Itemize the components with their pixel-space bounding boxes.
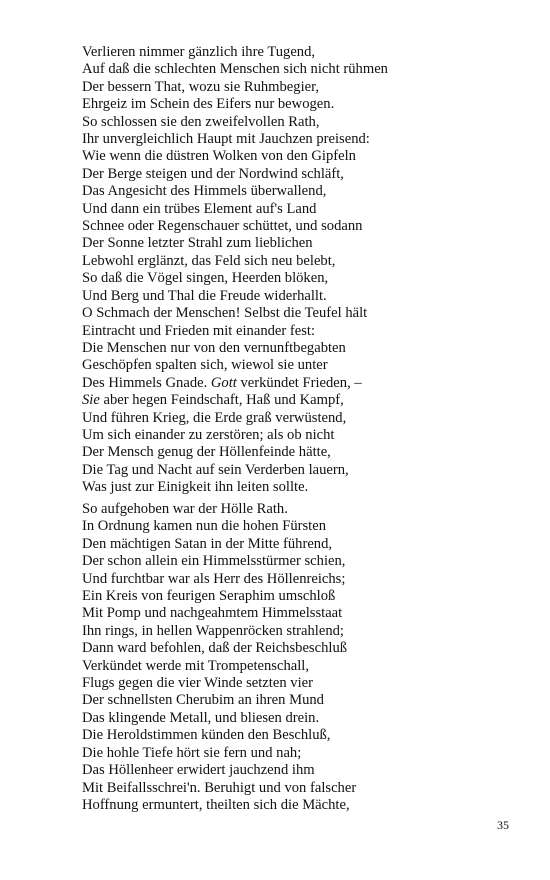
verse-line: Was just zur Einigkeit ihn leiten sollte. [82, 479, 309, 496]
verse-line: Die Menschen nur von den vernunftbegabten [82, 339, 346, 356]
verse-line: Mit Beifallsschrei'n. Beruhigt und von falscher [82, 779, 357, 796]
verse-line: So daß die Vögel singen, Heerden blöken, [82, 270, 329, 287]
verse-line: Der Mensch genug der Höllenfeinde hätte, [82, 444, 331, 461]
verse-line: Die Tag und Nacht auf sein Verderben lauern, [82, 461, 349, 478]
verse-line: Und führen Krieg, die Erde graß verwüstend, [82, 409, 347, 426]
verse-line: Der Sonne letzter Strahl zum lieblichen [82, 235, 313, 252]
verse-line: Verlieren nimmer gänzlich ihre Tugend, [82, 44, 316, 60]
verse-line: Eintracht und Frieden mit einander fest: [82, 322, 316, 339]
verse-line: Ehrgeiz im Schein des Eifers nur bewogen. [82, 96, 335, 113]
page-number: 35 [497, 818, 509, 832]
italic-word: Sie [82, 392, 100, 409]
verse-line: Die hohle Tiefe hört sie fern und nah; [82, 744, 302, 761]
verse-line: Geschöpfen spalten sich, wiewol sie unter [82, 357, 328, 374]
verse-line: Und Berg und Thal die Freude widerhallt. [82, 287, 327, 304]
verse-line: So schlossen sie den zweifelvollen Rath, [82, 113, 320, 130]
verse-line: In Ordnung kamen nun die hohen Fürsten [82, 518, 326, 535]
verse-line: Lebwohl erglänzt, das Feld sich neu belebt, [82, 252, 336, 269]
verse-line: Das Angesicht des Himmels überwallend, [82, 183, 327, 200]
verse-line: Flugs gegen die vier Winde setzten vier [82, 675, 313, 692]
verse-line: Die Heroldstimmen künden den Beschluß, [82, 727, 331, 744]
verse-line: Das klingende Metall, und bliesen drein. [82, 709, 320, 726]
verse-line: So aufgehoben war der Hölle Rath. [82, 501, 288, 517]
verse-line: Der Berge steigen und der Nordwind schläft, [82, 165, 344, 182]
verse-line: Ihn rings, in hellen Wappenröcken strahlend; [82, 622, 344, 639]
verse-line: Und furchtbar war als Herr des Höllenreichs; [82, 570, 346, 587]
verse-line-mixed [82, 375, 388, 392]
verse-segment: Des Himmels Gnade. [82, 374, 211, 391]
verse-segment: verkündet Frieden, – [236, 374, 362, 391]
verse-line: Mit Pomp und nachgeahmtem Himmelsstaat [82, 605, 343, 622]
verse-line: O Schmach der Menschen! Selbst die Teufel hält [82, 305, 368, 322]
verse-line-mixed [82, 392, 388, 409]
verse-line: Dann ward befohlen, daß der Reichsbeschluß [82, 640, 348, 657]
verse-line: Wie wenn die düstren Wolken von den Gipfeln [82, 148, 356, 165]
verse-line: Schnee oder Regenschauer schüttet, und sodann [82, 218, 363, 235]
verse-line: Ihr unvergleichlich Haupt mit Jauchzen preisend: [82, 131, 370, 148]
verse-stanza-1 [82, 44, 388, 497]
verse-segment: aber hegen Feindschaft, Haß und Kampf, [99, 392, 344, 409]
verse-line: Der schnellsten Cherubim an ihren Mund [82, 692, 324, 709]
verse-line: Ein Kreis von feurigen Seraphim umschloß [82, 588, 336, 605]
verse-stanza-2 [82, 501, 356, 814]
verse-line: Der bessern That, wozu sie Ruhmbegier, [82, 78, 320, 95]
verse-line: Hoffnung ermuntert, theilten sich die Mächte, [82, 796, 350, 813]
italic-word: Gott [210, 374, 237, 391]
verse-line: Auf daß die schlechten Menschen sich nicht rühmen [82, 61, 388, 78]
verse-line: Der schon allein ein Himmelsstürmer schien, [82, 553, 346, 570]
verse-line: Den mächtigen Satan in der Mitte führend, [82, 535, 333, 552]
verse-line: Das Höllenheer erwidert jauchzend ihm [82, 762, 315, 779]
verse-line: Verkündet werde mit Trompetenschall, [82, 657, 309, 674]
verse-line: Und dann ein trübes Element auf's Land [82, 200, 317, 217]
verse-line: Um sich einander zu zerstören; als ob nicht [82, 426, 335, 443]
